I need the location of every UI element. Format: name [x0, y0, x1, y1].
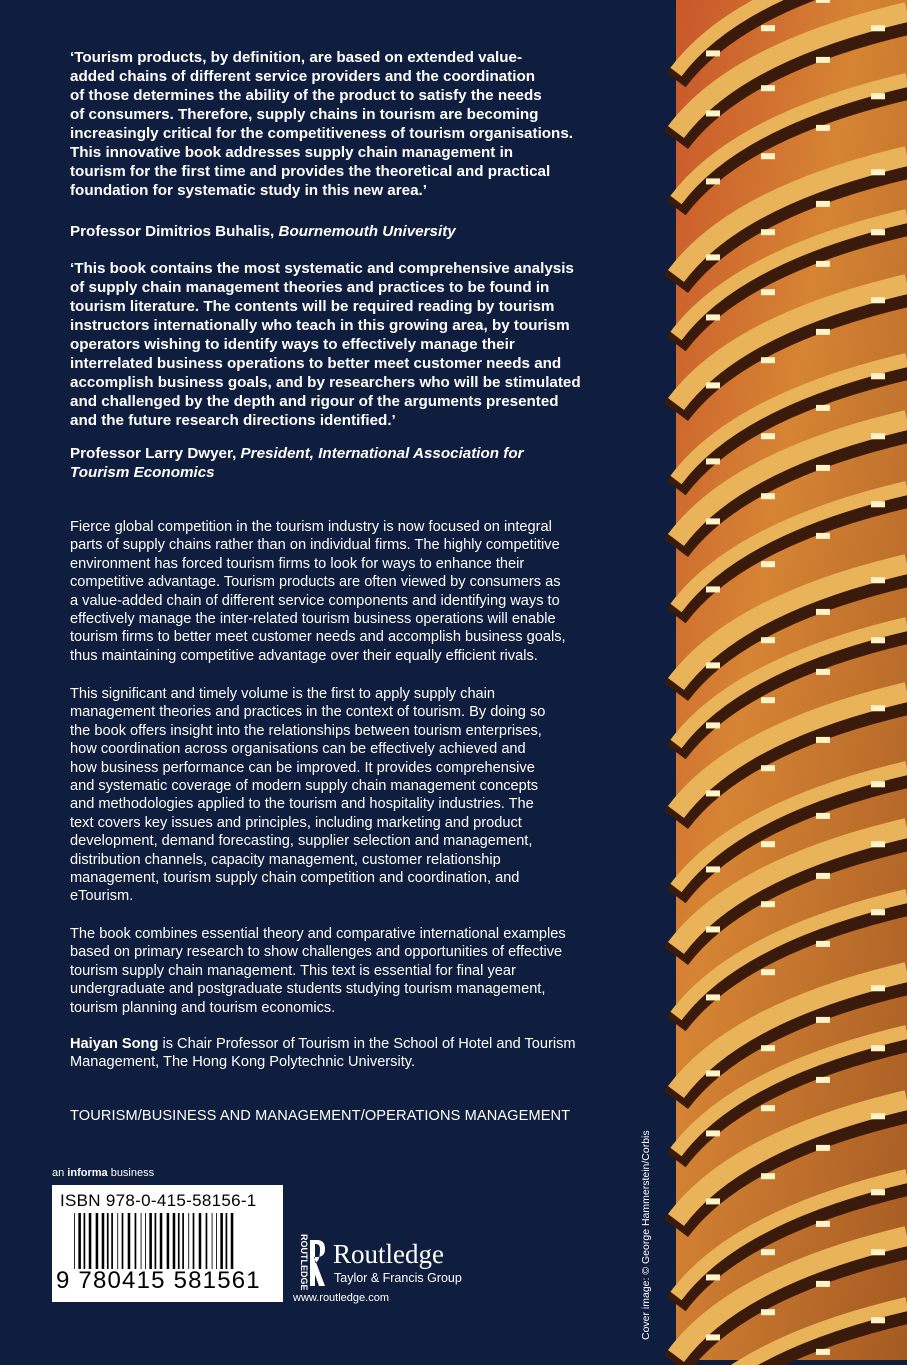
- text-line: and methodologies applied to the tourism and hospitality industries. The: [70, 796, 534, 813]
- quote-line: added chains of different service providers and the coordination: [70, 68, 535, 85]
- text-line: effectively manage the inter-related tourism business operations will enable: [70, 611, 556, 628]
- balcony-light: [706, 1334, 720, 1340]
- balcony-light: [816, 1077, 830, 1083]
- balcony-light: [761, 357, 775, 363]
- balcony-light: [816, 1281, 830, 1287]
- text-line: and systematic coverage of modern supply chain management concepts: [70, 778, 539, 795]
- balcony-light: [816, 873, 830, 879]
- balcony-light: [871, 25, 885, 31]
- balcony-light: [761, 1045, 775, 1051]
- endorser-affiliation: Bournemouth University: [278, 223, 456, 240]
- balcony-light: [761, 85, 775, 91]
- balcony-light: [761, 561, 775, 567]
- quote-line: tourism literature. The contents will be required reading by tourism: [70, 298, 555, 315]
- balcony-light: [871, 501, 885, 507]
- balcony-light: [816, 261, 830, 267]
- barcode-bar: [89, 1213, 92, 1269]
- balcony-light: [706, 178, 720, 184]
- balcony-light: [816, 669, 830, 675]
- barcode-bar: [96, 1213, 99, 1269]
- endorsement-quote-2: [70, 259, 650, 430]
- barcode-bar: [220, 1213, 223, 1269]
- balcony-light: [761, 901, 775, 907]
- balcony-light: [871, 433, 885, 439]
- barcode-bar: [173, 1213, 176, 1269]
- balcony-light: [706, 110, 720, 116]
- balcony-light: [871, 637, 885, 643]
- balcony-light: [816, 329, 830, 335]
- text-line: This significant and timely volume is the first to apply supply chain: [70, 686, 496, 702]
- balcony-light: [816, 813, 830, 819]
- barcode-bar: [231, 1213, 234, 1269]
- balcony-light: [706, 1274, 720, 1280]
- balcony-light: [816, 201, 830, 207]
- quote-line: tourism for the first time and provides the theoretical and practical: [70, 163, 551, 180]
- balcony-light: [761, 765, 775, 771]
- barcode-bar: [226, 1213, 228, 1269]
- author-bio-text-cont: Management, The Hong Kong Polytechnic University.: [70, 1054, 416, 1071]
- text-line: undergraduate and postgraduate students studying tourism management,: [70, 981, 546, 998]
- balcony-light: [761, 1173, 775, 1179]
- informa-brand: informa: [67, 1167, 108, 1179]
- barcode-bar: [128, 1213, 131, 1269]
- quote-line: of supply chain management theories and practices to be found in: [70, 279, 550, 296]
- quote-line: increasingly critical for the competitiveness of tourism organisations.: [70, 125, 574, 142]
- balcony-light: [871, 841, 885, 847]
- balcony-light: [706, 458, 720, 464]
- balcony-light: [816, 737, 830, 743]
- balcony-light: [706, 994, 720, 1000]
- balcony-light: [871, 93, 885, 99]
- barcode-icon: [74, 1213, 274, 1269]
- balcony-light: [761, 153, 775, 159]
- text-line: The book combines essential theory and comparative international examples: [70, 926, 566, 942]
- routledge-r-icon: [306, 1236, 328, 1288]
- description-paragraph-1: [70, 518, 645, 665]
- text-line: development, demand forecasting, supplier selection and management,: [70, 833, 533, 850]
- endorser-affiliation: President, International Association for: [240, 445, 524, 462]
- barcode-bar: [84, 1213, 86, 1269]
- text-line: competitive advantage. Tourism products are often viewed by consumers as: [70, 574, 561, 591]
- balcony-light: [871, 229, 885, 235]
- informa-tagline: [52, 1167, 154, 1179]
- quote-line: interrelated business operations to better meet customer needs and: [70, 355, 562, 372]
- routledge-vertical-wordmark: [290, 1232, 309, 1294]
- quote-line: foundation for systematic study in this new area.’: [70, 182, 427, 199]
- barcode-bar: [188, 1213, 189, 1269]
- balcony-light: [706, 518, 720, 524]
- quote-line: instructors internationally who teach in this growing area, by tourism: [70, 317, 570, 334]
- publisher-url: www.routledge.com: [293, 1292, 389, 1304]
- balcony-light: [816, 609, 830, 615]
- balcony-light: [816, 1221, 830, 1227]
- balcony-light: [761, 433, 775, 439]
- barcode-bar: [122, 1213, 124, 1269]
- cover-photo-architecture: [676, 0, 907, 1360]
- balcony-light: [706, 1130, 720, 1136]
- balcony-light: [706, 926, 720, 932]
- quote-line: ‘This book contains the most systematic and comprehensive analysis: [70, 260, 574, 277]
- text-line: how business performance can be improved. It provides comprehensive: [70, 759, 535, 776]
- balcony-light: [761, 841, 775, 847]
- quote-line: of those determines the ability of the product to satisfy the needs: [70, 87, 542, 104]
- text-line: tourism planning and tourism economics.: [70, 999, 336, 1016]
- balcony-light: [706, 662, 720, 668]
- barcode-bar: [216, 1213, 217, 1269]
- barcode-bar: [167, 1213, 170, 1269]
- isbn-label: ISBN 978-0-415-58156-1: [60, 1191, 257, 1210]
- quote-line: accomplish business goals, and by researchers who will be stimulated: [70, 374, 581, 391]
- text-line: environment has forced tourism firms to look for ways to enhance their: [70, 555, 525, 572]
- balcony-light: [816, 405, 830, 411]
- balcony-light: [761, 697, 775, 703]
- text-line: management, tourism supply chain competition and coordination, and: [70, 870, 520, 887]
- author-bio: [70, 1035, 645, 1072]
- barcode-bar: [74, 1213, 75, 1269]
- ean-digits: 9 780415 581561: [56, 1267, 261, 1294]
- publisher-name: Routledge: [333, 1239, 444, 1269]
- balcony-light: [871, 909, 885, 915]
- barcode-bar: [193, 1213, 195, 1269]
- informa-prefix: an: [52, 1167, 68, 1179]
- text-line: tourism firms to better meet customer needs and accomplish business goals,: [70, 629, 566, 646]
- balcony-light: [706, 722, 720, 728]
- quote-line: operators wishing to identify ways to effectively manage their: [70, 336, 515, 353]
- balcony-light: [761, 1309, 775, 1315]
- balcony-light: [706, 382, 720, 388]
- balcony-light: [816, 125, 830, 131]
- balcony-light: [871, 1045, 885, 1051]
- subject-category: TOURISM/BUSINESS AND MANAGEMENT/OPERATIONS MANAGEMENT: [70, 1108, 571, 1124]
- informa-suffix: business: [107, 1167, 155, 1179]
- barcode-bar: [199, 1213, 202, 1269]
- balcony-light: [761, 1105, 775, 1111]
- balcony-light: [706, 866, 720, 872]
- text-line: how coordination across organisations can be effectively achieved and: [70, 741, 526, 758]
- balcony-light: [706, 1070, 720, 1076]
- isbn-barcode: [52, 1185, 283, 1302]
- quote-line: ‘Tourism products, by definition, are based on extended value-: [70, 49, 523, 66]
- balcony-light: [816, 1349, 830, 1355]
- balcony-light: [816, 1017, 830, 1023]
- text-line: management theories and practices in the context of tourism. By doing so: [70, 704, 546, 721]
- balcony-light: [816, 941, 830, 947]
- balcony-light: [761, 289, 775, 295]
- description-paragraph-3: [70, 925, 645, 1017]
- barcode-bar: [107, 1213, 109, 1269]
- text-line: distribution channels, capacity management, customer relationship: [70, 851, 501, 868]
- balcony-light: [761, 637, 775, 643]
- quote-line: and challenged by the depth and rigour of the arguments presented: [70, 393, 559, 410]
- endorsement-attribution-1: [70, 222, 650, 241]
- balcony-light: [871, 297, 885, 303]
- barcode-bar: [141, 1213, 142, 1269]
- balcony-light: [761, 1249, 775, 1255]
- description-paragraph-2: [70, 685, 645, 906]
- balcony-light: [761, 25, 775, 31]
- balcony-light: [816, 1145, 830, 1151]
- balcony-light: [871, 781, 885, 787]
- text-line: the book offers insight into the relationships between tourism enterprises,: [70, 722, 542, 739]
- text-line: tourism supply chain management. This text is essential for final year: [70, 962, 516, 979]
- balcony-light: [816, 533, 830, 539]
- barcode-bar: [78, 1213, 81, 1269]
- balcony-light: [871, 1113, 885, 1119]
- barcode-bar: [155, 1213, 157, 1269]
- text-line: parts of supply chains rather than on individual firms. The highly competitive: [70, 537, 560, 554]
- endorser-name: Professor Dimitrios Buhalis,: [70, 223, 275, 240]
- endorser-name: Professor Larry Dwyer,: [70, 445, 237, 462]
- balcony-light: [816, 0, 830, 3]
- text-line: Fierce global competition in the tourism industry is now focused on integral: [70, 519, 552, 535]
- balcony-light: [761, 969, 775, 975]
- quote-line: of consumers. Therefore, supply chains in tourism are becoming: [70, 106, 539, 123]
- text-line: eTourism.: [70, 888, 134, 905]
- image-credit: Cover image: © George Hammerstein/Corbis: [640, 1130, 652, 1340]
- barcode-bar: [206, 1213, 208, 1269]
- barcode-bar: [102, 1213, 105, 1269]
- endorsement-quote-1: [70, 48, 650, 200]
- balcony-light: [871, 373, 885, 379]
- balcony-light: [761, 493, 775, 499]
- barcode-bar: [160, 1213, 163, 1269]
- barcode-bar: [117, 1213, 118, 1269]
- balcony-light: [706, 790, 720, 796]
- text-line: thus maintaining competitive advantage over their equally efficient rivals.: [70, 647, 538, 664]
- text-line: a value-added chain of different service components and identifying ways to: [70, 592, 560, 609]
- barcode-bar: [178, 1213, 180, 1269]
- barcode-bar: [135, 1213, 137, 1269]
- endorsement-attribution-2: [70, 444, 650, 482]
- balcony-light: [761, 229, 775, 235]
- balcony-light: [706, 254, 720, 260]
- balcony-light: [706, 586, 720, 592]
- routledge-vertical-text: ROUTLEDGE: [299, 1234, 309, 1291]
- text-line: based on primary research to show challenges and opportunities of effective: [70, 944, 563, 961]
- text-line: text covers key issues and principles, including marketing and product: [70, 814, 522, 831]
- balcony-light: [706, 314, 720, 320]
- barcode-bar: [182, 1213, 184, 1269]
- balcony-light: [871, 577, 885, 583]
- barcode-bar: [212, 1213, 213, 1269]
- balcony-light: [706, 1198, 720, 1204]
- balcony-light: [871, 985, 885, 991]
- balcony-light: [871, 1317, 885, 1323]
- quote-line: This innovative book addresses supply chain management in: [70, 144, 514, 161]
- balcony-light: [871, 1189, 885, 1195]
- balcony-light: [706, 50, 720, 56]
- publisher-group: Taylor & Francis Group: [334, 1271, 462, 1285]
- balcony-light: [871, 1249, 885, 1255]
- balcony-light: [816, 465, 830, 471]
- endorser-affiliation-cont: Tourism Economics: [70, 464, 215, 481]
- curved-balconies-image: [676, 0, 907, 1360]
- balcony-light: [816, 57, 830, 63]
- barcode-bar: [149, 1213, 152, 1269]
- author-bio-text: is Chair Professor of Tourism in the School of Hotel and Tourism: [158, 1036, 576, 1052]
- barcode-bar: [145, 1213, 146, 1269]
- balcony-light: [871, 705, 885, 711]
- barcode-bar: [111, 1213, 113, 1269]
- balcony-light: [871, 169, 885, 175]
- quote-line: and the future research directions identified.’: [70, 412, 396, 429]
- author-name: Haiyan Song: [70, 1036, 159, 1052]
